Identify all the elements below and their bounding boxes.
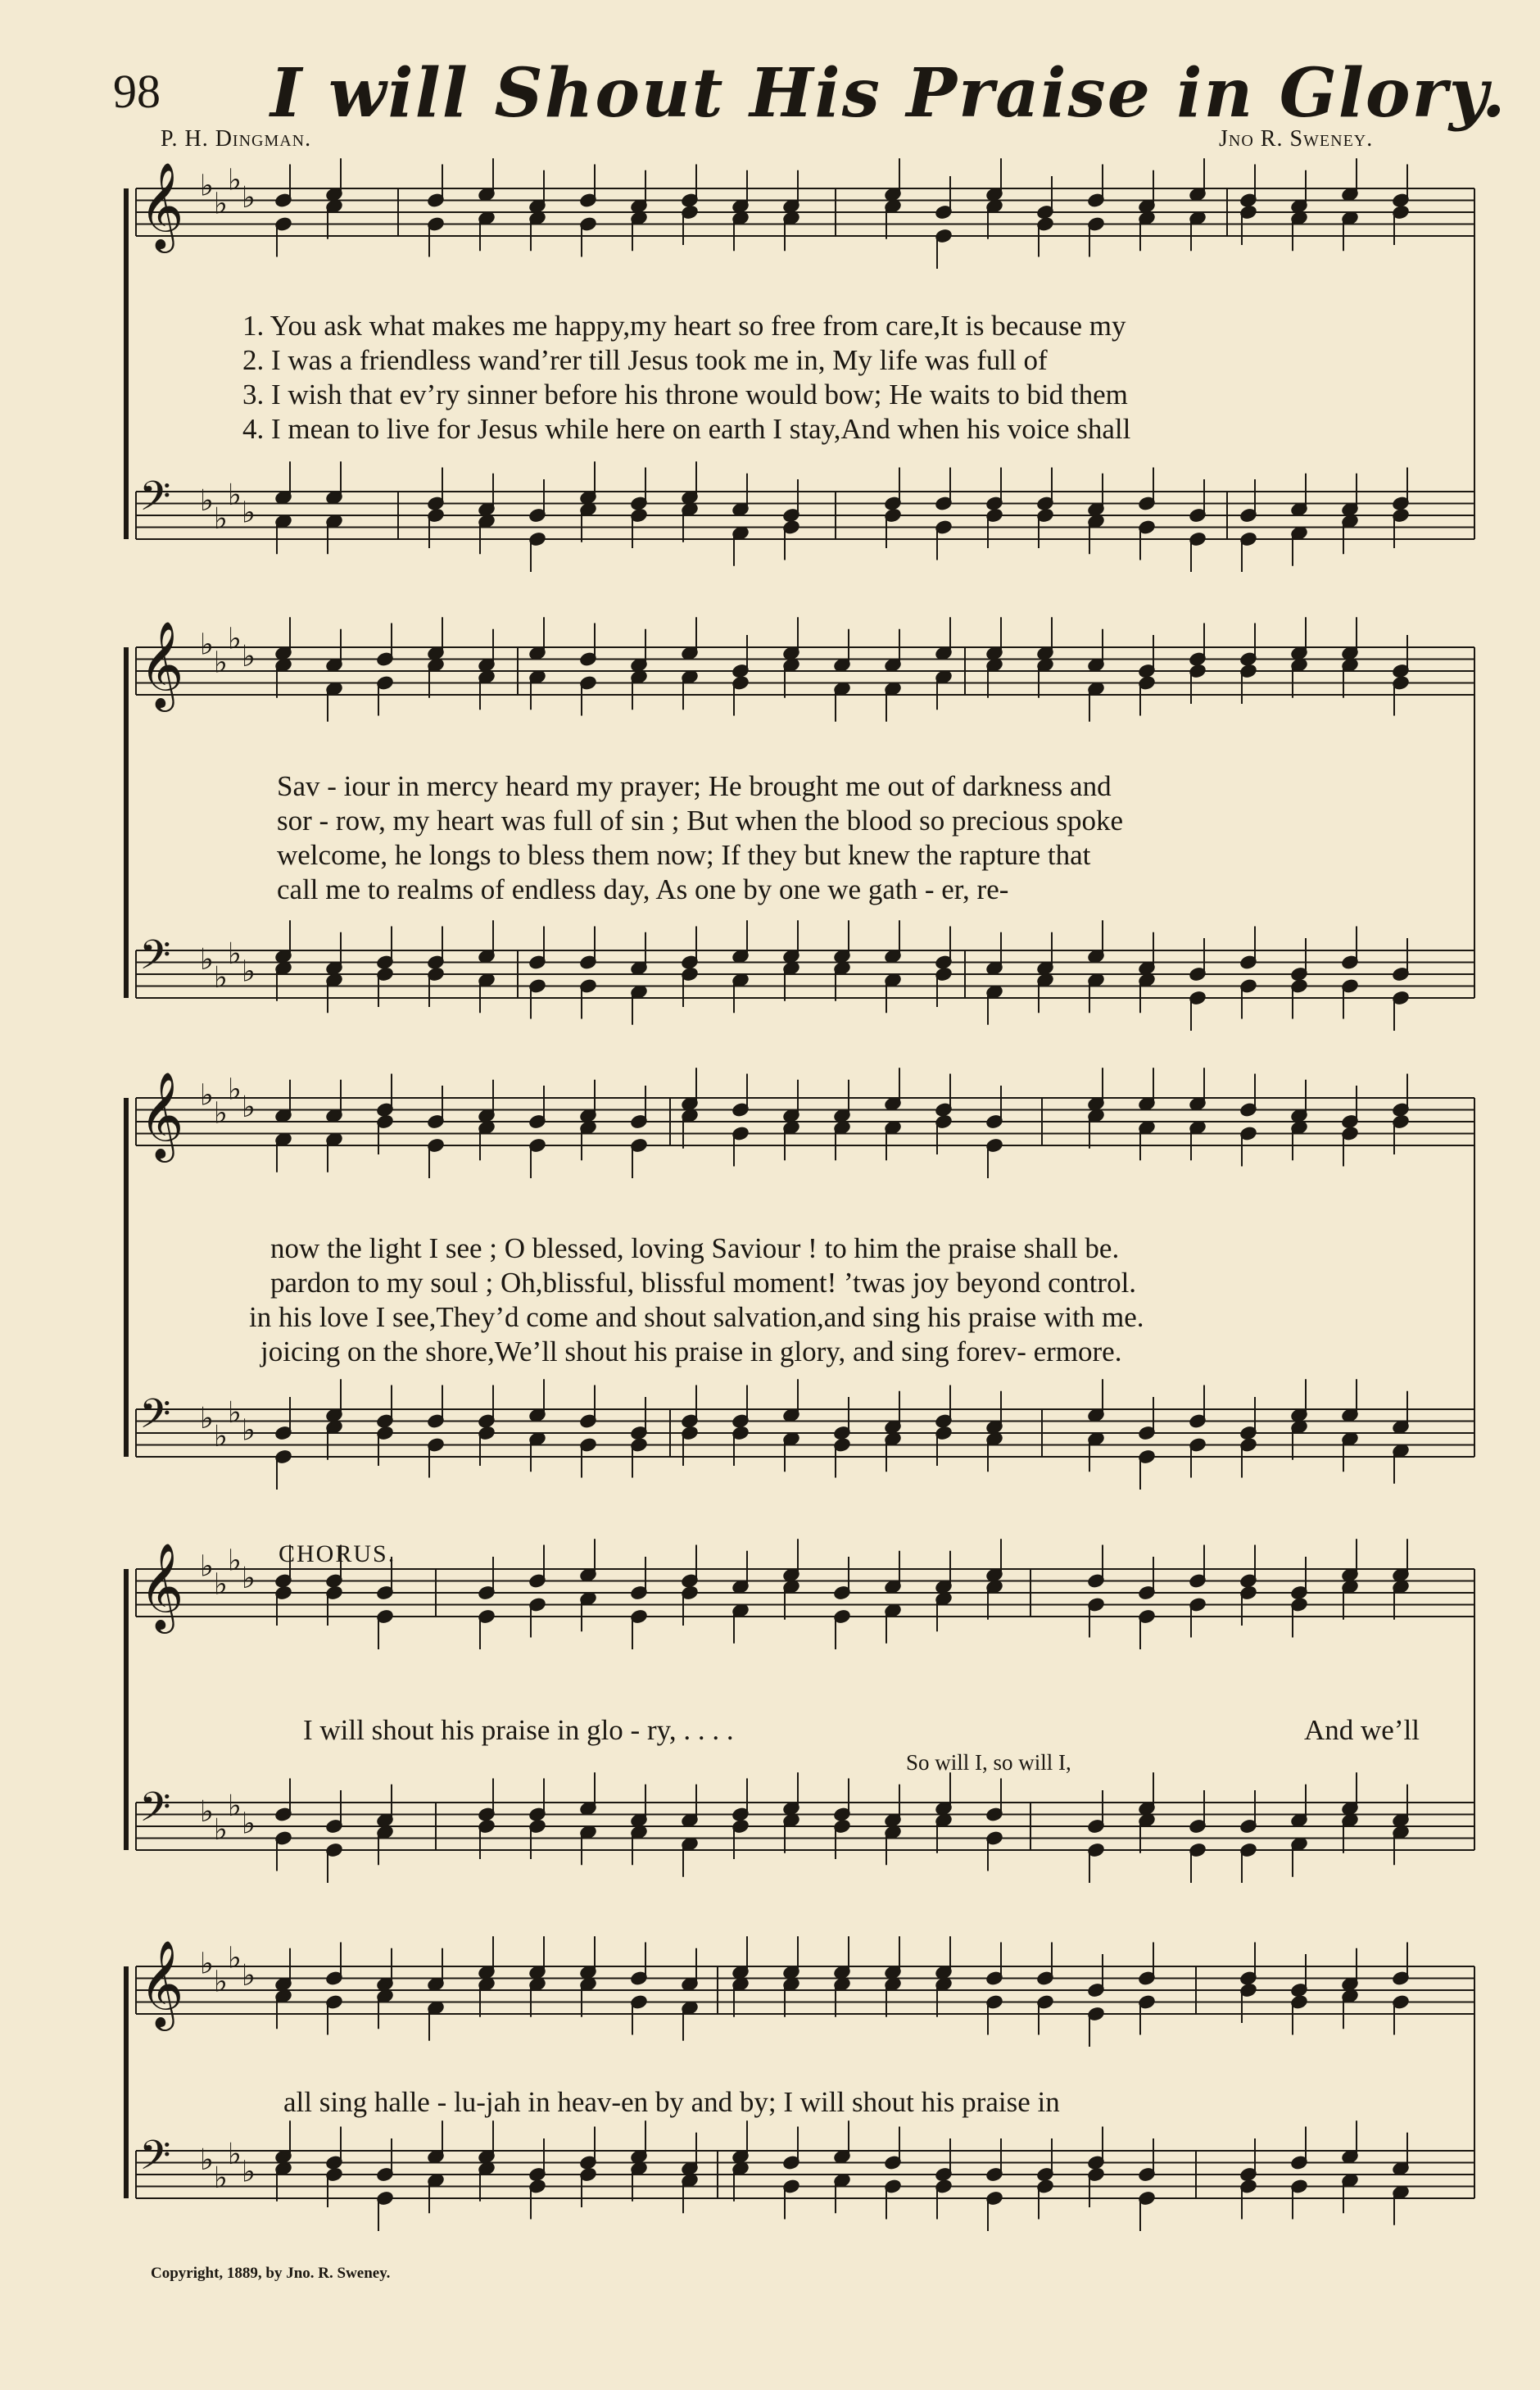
flat-icon: ♭ [214,1965,228,1999]
chorus-label: CHORUS. [279,1540,396,1567]
flat-icon: ♭ [242,955,256,989]
flat-icon: ♭ [228,2137,242,2171]
verse-line-1: Sav - iour in mercy heard my prayer; He brought me out of darkness and [277,770,1112,802]
flat-icon: ♭ [228,1073,242,1107]
verse-line-4: 4. I mean to live for Jesus while here on earth I stay,And when his voice shall [242,413,1131,445]
flat-icon: ♭ [200,1549,214,1584]
flat-icon: ♭ [228,1789,242,1823]
verse-line-1: 1. You ask what makes me happy,my heart so free from care,It is because my [242,310,1126,342]
treble-clef-icon: 𝄞 [139,1071,184,1159]
treble-clef-icon: 𝄞 [139,1939,184,2028]
flat-icon: ♭ [200,1078,214,1113]
verse-line-3: welcome, he longs to bless them now; If they but knew the rapture that [277,839,1091,871]
flat-icon: ♭ [242,181,256,215]
flat-icon: ♭ [242,2155,256,2189]
chorus-line-1: I will shout his praise in glo - ry, . . . . [303,1714,734,1746]
chorus-line-2: all sing halle - lu-jah in heav-en by and by; I will shout his praise in [283,2086,1060,2118]
chorus-echo: So will I, so will I, [906,1750,1071,1775]
flat-icon: ♭ [242,1413,256,1448]
verse-line-4: call me to realms of endless day, As one by one we gath - er, re- [277,873,1009,905]
treble-clef-icon: 𝄞 [139,620,184,709]
flat-icon: ♭ [200,943,214,977]
flat-icon: ♭ [200,2143,214,2178]
flat-icon: ♭ [228,163,242,197]
bass-clef-icon: 𝄢 [139,1783,171,1841]
flat-icon: ♭ [200,169,214,203]
bass-clef-icon: 𝄢 [139,1390,171,1448]
flat-icon: ♭ [242,1091,256,1125]
treble-clef-icon: 𝄞 [139,161,184,250]
flat-icon: ♭ [228,1941,242,1975]
flat-icon: ♭ [242,640,256,674]
flat-icon: ♭ [214,1096,228,1131]
flat-icon: ♭ [228,1544,242,1578]
hymn-title: I will Shout His Praise in Glory. [270,54,1507,133]
bass-clef-icon: 𝄢 [139,931,171,989]
bass-clef-icon: 𝄢 [139,472,171,530]
verse-line-2: 2. I was a friendless wand’rer till Jesus took me in, My life was full of [242,344,1048,376]
verse-line-1: now the light I see ; O blessed, loving Saviour ! to him the praise shall be. [270,1232,1120,1264]
flat-icon: ♭ [242,1562,256,1596]
flat-icon: ♭ [242,1807,256,1841]
flat-icon: ♭ [200,484,214,519]
lyricist-credit: P. H. Dingman. [161,126,312,152]
flat-icon: ♭ [214,960,228,995]
flat-icon: ♭ [214,1419,228,1454]
flat-icon: ♭ [228,936,242,971]
verse-line-4: joicing on the shore,We’ll shout his praise in glory, and sing forev- ermore. [260,1336,1122,1367]
flat-icon: ♭ [200,1795,214,1830]
flat-icon: ♭ [214,1567,228,1602]
verse-line-3: 3. I wish that ev’ry sinner before his throne would bow; He waits to bid them [242,379,1128,410]
copyright-notice: Copyright, 1889, by Jno. R. Sweney. [151,2265,391,2282]
flat-icon: ♭ [228,478,242,512]
flat-icon: ♭ [228,1395,242,1430]
flat-icon: ♭ [200,1947,214,1981]
flat-icon: ♭ [214,501,228,536]
verse-line-2: sor - row, my heart was full of sin ; But when the blood so precious spoke [277,805,1123,837]
verse-line-2: pardon to my soul ; Oh,blissful, blissful moment! ’twas joy beyond control. [270,1267,1137,1299]
flat-icon: ♭ [200,628,214,662]
treble-clef-icon: 𝄞 [139,1542,184,1630]
flat-icon: ♭ [228,622,242,656]
verse-line-3: in his love I see,They’d come and shout salvation,and sing his praise with me. [249,1301,1144,1333]
chorus-line-1-end: And we’ll [1304,1714,1420,1746]
flat-icon: ♭ [214,187,228,221]
flat-icon: ♭ [214,1812,228,1847]
flat-icon: ♭ [214,2161,228,2195]
flat-icon: ♭ [242,496,256,530]
page-number: 98 [113,65,161,118]
flat-icon: ♭ [200,1402,214,1436]
composer-credit: Jno R. Sweney. [1219,126,1374,152]
flat-icon: ♭ [214,646,228,680]
bass-clef-icon: 𝄢 [139,2131,171,2189]
flat-icon: ♭ [242,1959,256,1993]
